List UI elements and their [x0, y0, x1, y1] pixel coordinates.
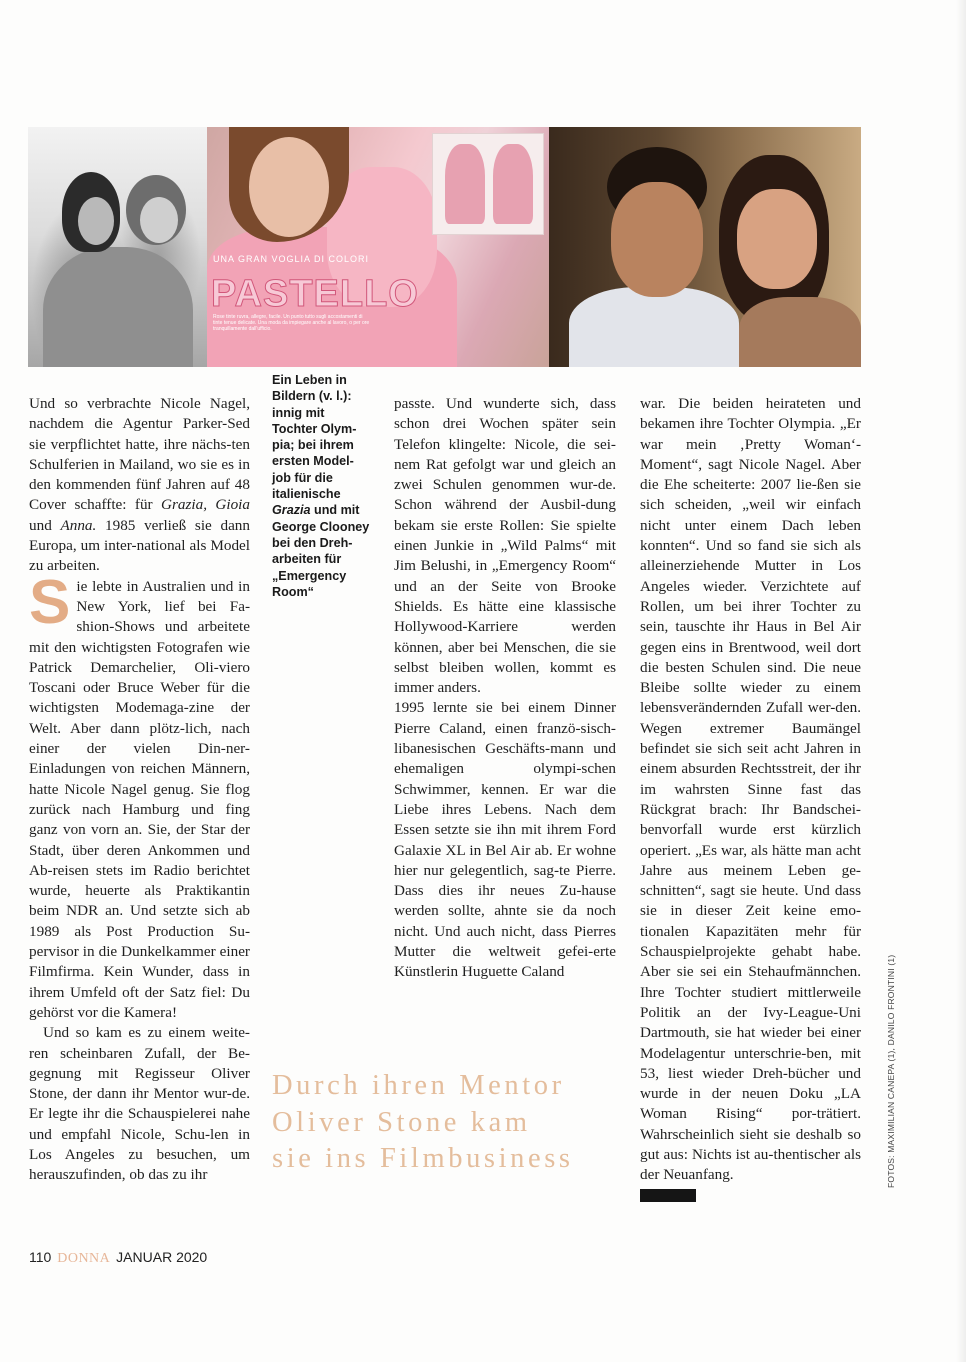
magazine-logo: PASTELLO	[211, 273, 419, 315]
page-edge-shadow	[956, 0, 966, 1362]
photo-caption	[272, 372, 372, 600]
article-column-3	[640, 394, 861, 1186]
magazine-logo-pre: UNA GRAN VOGLIA DI COLORI	[213, 254, 370, 264]
photo-shape	[569, 287, 739, 367]
photo-mother-daughter	[28, 127, 207, 367]
text: 1985 verließ sie dann Europa, um inter-national als Model zu arbeiten.	[29, 516, 250, 575]
text: Ein Leben in Bildern (v. l.): innig mit Tochter Olym-pia; bei ihrem ersten Model-job für die italienische	[272, 373, 357, 502]
magazine-cover-caption: Rose tinte ruvra, allegre, facile. Un punto tutto sugli accostamenti di tinte tenue delicate. Una moda da impiegare anche al lavoro, o per ore tranquillamente dall'ufficio.	[213, 314, 370, 332]
photo-shape	[140, 197, 178, 243]
paragraph: Und so kam es zu einem weite-ren scheinbaren Zufall, der Be-gegnung mit Regisseur Oliver Stone, der dann ihr Mentor wur-de. Er legte ihr die Schauspielerei nahe und empfahl Nicole, Schu-len in Los Angeles zu besuchen, um herauszufinden, ob das zu ihr	[29, 1024, 250, 1184]
text: und	[29, 516, 61, 534]
photo-shape	[737, 189, 817, 289]
photo-shape	[611, 182, 703, 297]
paragraph	[29, 567, 250, 1024]
text: und mit George Clooney bei den Dreh-arbeiten für „Emergency Room“	[272, 503, 370, 599]
issue-date: JANUAR 2020	[116, 1249, 208, 1265]
paragraph: war. Die beiden heirateten und bekamen ihre Tochter Olympia. „Er war mein ‚Pretty Woman‘-Moment“, sagt Nicole Nagel. Aber die Ehe scheiterte: 2007 lie-ßen sie sich scheiden, „weil wir einfach nicht unter einem Dach leben konnten“. Und so fand sie sich als alleinerziehende Mutter in Los Angeles wieder. Verzichtete auf Rollen, um bei ihrer Tochter zu sein, tauschte ihr Haus in Bel Air gegen eins in Brentwood, weil dort die besten Schulen sind. Die neue Bleibe sollte wieder zu einem lebensverändernden Zufall wer-den. Wegen extremer Baumängel befindet sie sich seit acht Jahren in einem absurden Rechtsstreit, der ihr im wahrsten Sinne fast das Rückgrat brach: Ihr Bandschei-benvorfall wurde erst kürzlich operiert. „Es war, als hätte man acht Jahre aus meinem Leben ge-schnitten“, sagt sie heute. Und dass sie in dieser Zeit keine emo-tionalen Kapazitäten mehr für Schauspielprojekte gehabt habe. Aber sie sei ein Stehaufmännchen. Ihre Tochter studiert mittlerweile Politik an der Ivy-League-Uni Dartmouth, sie hat wieder bei einer Modelagentur unterschrie-ben, mit 53, liest wieder Dreh-bücher und wurde in der neuen Doku „LA Woman Rising“ por-trätiert. Wahrscheinlich sieht sie deshalb so gut aus: Nichts ist au-thentischer als der Neuanfang.	[640, 395, 861, 1184]
article-end-mark	[640, 1189, 696, 1202]
photo-shape	[43, 247, 193, 367]
paragraph: passte. Und wunderte sich, dass schon drei Wochen später sein Telefon klingelte: Nicole, die sei-nem Rat gefolgt war und gleich an zwei Schulen genommen wur-de. Schon während der Ausbil-dung bekam sie erste Rollen: Sie spielte einen Junkie in „Wild Palms“ mit Jim Belushi, in „Emergency Room“ und an der Seite von Brooke Shields. Es hätte eine klassische Hollywood-Karriere werden können, aber bei Menschen, die sie selbst bleiben wollen, kommt es immer anders.	[394, 395, 616, 697]
photo-shape	[78, 197, 114, 245]
magazine-names: Grazia, Gioia	[161, 496, 250, 514]
photo-shape	[249, 137, 329, 237]
page-footer	[29, 1249, 207, 1267]
text: ie lebte in Australien und in New York, lief bei Fa-shion-Shows und arbeitete mit den wichtigsten Fotografen wie Patrick Demarchelier, Oli-viero Toscani oder Bruce Weber für die wichtigsten Modemaga-zine der Welt. Aber dann plötz-lich, nach einer der vielen Din-ner-Einladungen von reichen Männern, hatte Nicole Nagel genug. Sie flog zurück nach Hamburg und fing ganz von vorn an. Sie, der Star der Stadt, über deren Ankommen und Ab-reisen stets im Radio berichtet wurde, heuerte als Praktikantin beim NDR an. Und setzte sich ab 1989 als Post Production Su-pervisor in die Dunkelkammer einer Filmfirma. Kein Wunder, dass in ihrem Umfeld oft der Satz fiel: Du gehörst vor die Kamera!	[29, 577, 250, 1021]
paragraph: 1995 lernte sie bei einem Dinner Pierre Caland, einen franzö-sisch-libanesischen Geschäfts-mann und ehemaligen olympi-schen Schwimmer, kennen. Er war die Liebe ihres Lebens. Nach dem Essen setzte sie ihn mit ihrem Ford Galaxie XL in Bel Air ab. Er wohne hier nur gelegentlich, sag-te Pierre. Dass dies ihr neues Zu-hause werden sollte, ahnte sie da noch nicht. Und auch nicht, dass Pierres Mutter die weltweit gefei-erte Künstlerin Huguette Caland	[394, 699, 616, 981]
magazine-name: Grazia	[272, 503, 311, 518]
article-column-2	[394, 394, 616, 983]
page-number: 110	[29, 1249, 52, 1265]
photo-magazine-cover	[207, 127, 549, 367]
article-column-1	[29, 394, 250, 1186]
pull-quote: Durch ihren Mentor Oliver Stone kam sie ins Filmbusiness	[272, 1070, 574, 1174]
photo-with-george-clooney	[549, 127, 861, 367]
photo-shape	[739, 297, 861, 367]
photo-shape	[493, 144, 533, 224]
magazine-name: Anna.	[60, 516, 97, 534]
photo-shape	[445, 144, 485, 224]
photo-credit: FOTOS: MAXIMILIAN CANEPA (1), DANILO FRONTINI (1)	[886, 954, 896, 1188]
magazine-brand: DONNA	[57, 1251, 111, 1266]
photo-inset	[432, 133, 544, 235]
drop-cap: S	[29, 567, 71, 637]
text: Und so verbrachte Nicole Nagel, nachdem die Agentur Parker-Sed sie verpflichtet hatte, ihre nächs-ten Schulferien in Mailand, wo sie es in den kommenden fünf Jahren auf 48 Cover schaffte: für	[29, 395, 250, 514]
paragraph	[29, 394, 250, 577]
